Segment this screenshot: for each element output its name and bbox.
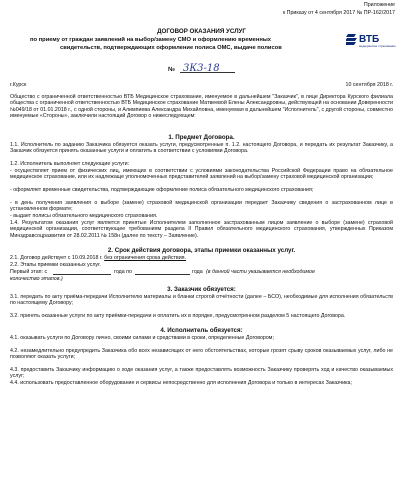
section2-title: 2. Срок действия договора, этапы приемки оказанных услуг.: [107, 247, 296, 254]
appendix-order: к Приказу от 4 сентября 2017 № ПР-162/2017: [282, 10, 395, 16]
s4-p4: 4.4. использовать предоставленное оборудование и сервисы непосредственно для исполнения Договора и только в интересах Заказчика;: [10, 380, 352, 386]
s4-p3: 4.3. предоставить Заказчику информацию о ходе оказания услуг, а также предоставлять возможность Заказчику проверять ход и качество оказываемых услуг;: [10, 367, 393, 380]
contract-number-label: №: [168, 66, 175, 73]
contract-number-handwritten: 3К3-18: [183, 63, 220, 74]
section1-title: 1. Предмет Договора.: [168, 134, 235, 141]
logo-sub: медицинское страхование: [359, 44, 396, 48]
s1-p3: - осуществляет прием от физических лиц, имеющих в соответствии с условиями законодательства Российской Федерации право на обязательное медицинское страхование, или их надлежаще уполномоченных представителей заявлений на выбор/замену страховой медицинской организации;: [10, 168, 393, 181]
s1-p1: 1.1. Исполнитель по заданию Заказчика обязуется оказать услуги, предусмотренные п. 1.2. настоящего Договора, и передать их результат Заказчику, а Заказчик обязуется принять оказанные услуги и оплатить в соответствии с условиями Договора.: [10, 142, 393, 155]
s1-p2: 1.2. Исполнитель выполняет следующие услуги:: [10, 161, 130, 167]
preamble: Общество с ограниченной ответственностью ВТБ Медицинское страхование, именуемое в дальнейшем "Заказчик", в лице Директора Курского филиала общества с ограниченной ответственностью ВТБ Медицинское страхование Матвеевой Елены Александровны, действующей на основании Доверенности №049/18 от 01.01.2018 г., с одной стороны, и Алимпиева Александра Михайловна, именуемая в дальнейшем "Исполнитель", с другой стороны, совместно именуемые «Стороны», заключили настоящий Договор о нижеследующем:: [10, 94, 393, 119]
logo-brand: ВТБ: [359, 34, 380, 45]
s2-p1-prefix: 2.1. Договор действует с 10.09.2018 г.: [10, 255, 103, 261]
title-line1: ДОГОВОР ОКАЗАНИЯ УСЛУГ: [157, 28, 246, 35]
s1-p6: - выдает полисы обязательного медицинского страхования.: [10, 213, 158, 219]
title-line3: свидетельств, подтверждающих оформление полиса ОМС, выдаче полисов: [60, 45, 282, 51]
stage-note-2: количество этапов.): [10, 276, 63, 282]
s1-p7: 1.4. Результатом оказания услуг является принятые Исполнителем заполненное застрахованным лицом заявление о выборе (замене) страховой медицинской организации, соответствующее требованиям раздела II Правил обязательного медицинского страхования, утвержденных Приказом Минздравсоцразвития от 28.02.2011 № 158н (далее по тексту – Заявление).: [10, 220, 393, 239]
section3-title: 3. Заказчик обязуется:: [167, 286, 236, 293]
s1-p4: - оформляет временные свидетельства, подтверждающие оформление полиса обязательного медицинского страхования;: [10, 187, 314, 193]
section4-title: 4. Исполнитель обязуется:: [160, 327, 243, 334]
s4-p1: 4.1. оказывать услуги по Договору лично, своими силами и средствами в сроки, определенные Договором;: [10, 335, 274, 341]
stage-mid: года по: [114, 269, 132, 275]
s2-p1: [10, 255, 186, 261]
s2-p2: 2.2. Этапы приемки оказанных услуг.: [10, 262, 101, 268]
s3-p2: 3.2. принять оказанные услуги по акту приёмки-передачи и оплатить их в порядке, предусмотренном разделом 5 настоящего Договора.: [10, 313, 346, 319]
place: г.Курск: [10, 82, 27, 88]
s4-p2: 4.2. незамедлительно предупредить Заказчика обо всех независящих от него обстоятельствах, которые грозят срыву сроков оказываемых услуг, либо не позволяют оказать услуги;: [10, 348, 393, 361]
date: 10 сентября 2018 г.: [345, 82, 393, 88]
stage-label: Первый этап: с: [10, 269, 48, 275]
s2-p1-term: без ограничения срока действия.: [104, 255, 187, 261]
s1-p5: - в день получения заявления о выборе (замене) страховой медицинской организации передает Заказчику сведения о застрахованном лице в установленном формате;: [10, 200, 393, 213]
title-line2: по приему от граждан заявлений на выбор/замену СМО и оформлению временных: [30, 37, 272, 43]
stage-note-1: (в данной части указывается необходимое: [206, 269, 315, 275]
appendix-label: Приложение: [363, 2, 395, 8]
stage-end: года: [192, 269, 203, 275]
s3-p1: 3.1. передать по акту приёма-передачи Исполнителю материалы и бланки строгой отчётности (далее – БСО), необходимые для исполнения обязательств по настоящему Договору;: [10, 294, 393, 307]
